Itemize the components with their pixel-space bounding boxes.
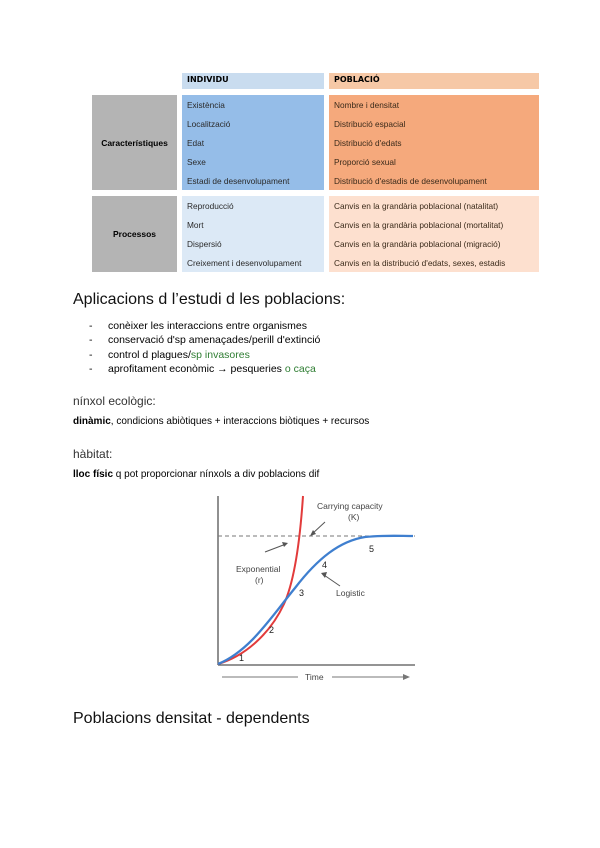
list-item: Proporció sexual bbox=[334, 157, 396, 167]
header-poblacio: POBLACIÓ bbox=[329, 73, 539, 89]
bullet-dash: - bbox=[89, 363, 93, 375]
ninxol-bold: dinàmic bbox=[73, 416, 111, 427]
bullet-text: aprofitament econòmic → pesqueries bbox=[108, 363, 285, 375]
arrow-head bbox=[282, 542, 288, 547]
bullet-highlight: sp invasores bbox=[190, 349, 250, 361]
list-item: Sexe bbox=[187, 157, 206, 167]
list-item: Creixement i desenvolupament bbox=[187, 258, 302, 268]
list-item: Dispersió bbox=[187, 239, 222, 249]
exponential-symbol: (r) bbox=[255, 575, 264, 585]
logistic-curve bbox=[218, 536, 413, 664]
list-item: Mort bbox=[187, 220, 204, 230]
list-item: Edat bbox=[187, 138, 205, 148]
bullet-dash: - bbox=[89, 320, 93, 332]
list-item: Localització bbox=[187, 119, 231, 129]
list-item bbox=[89, 363, 316, 375]
row2-poblacio-cell bbox=[329, 196, 539, 272]
list-item: Estadi de desenvolupament bbox=[187, 176, 290, 186]
row2-individu-cell bbox=[182, 196, 324, 272]
phase-label-1: 1 bbox=[239, 653, 245, 663]
exponential-label: Exponential bbox=[236, 564, 281, 574]
list-item: Canvis en la grandària poblacional (migració) bbox=[334, 239, 501, 249]
phase-label-5: 5 bbox=[369, 544, 375, 554]
carrying-capacity-symbol: (K) bbox=[348, 512, 360, 522]
habitat-rest: q pot proporcionar nínxols a div poblacions dif bbox=[113, 469, 320, 480]
header-individu: INDIVIDU bbox=[182, 73, 324, 89]
list-item: Existència bbox=[187, 100, 225, 110]
list-item bbox=[89, 320, 307, 332]
bullet-dash: - bbox=[89, 349, 93, 361]
phase-label-4: 4 bbox=[322, 560, 328, 570]
ninxol-rest: , condicions abiòtiques + interaccions biòtiques + recursos bbox=[110, 416, 370, 427]
row-label-caracteristiques: Característiques bbox=[92, 95, 177, 190]
population-growth-chart bbox=[200, 486, 425, 691]
section-title-poblacions: Poblacions densitat - dependents bbox=[73, 710, 310, 727]
habitat-title: hàbitat: bbox=[73, 447, 113, 461]
logistic-label: Logistic bbox=[336, 588, 365, 598]
row1-individu-cell bbox=[182, 95, 324, 190]
bullet-text: conservació d'sp amenaçades/perill d'extinció bbox=[108, 334, 321, 346]
x-axis-label: Time bbox=[305, 672, 324, 682]
habitat-bold: lloc físic bbox=[73, 469, 114, 480]
ninxol-title: nínxol ecològic: bbox=[73, 394, 156, 408]
phase-label-3: 3 bbox=[299, 588, 305, 598]
list-item: Distribució espacial bbox=[334, 119, 406, 129]
bullet-highlight: o caça bbox=[284, 363, 316, 375]
phase-label-2: 2 bbox=[269, 625, 275, 635]
row-label-processos: Processos bbox=[92, 196, 177, 272]
list-item: Distribució d'estadis de desenvolupament bbox=[334, 176, 487, 186]
arrow-head bbox=[403, 674, 410, 680]
list-item bbox=[89, 349, 250, 361]
bullet-dash: - bbox=[89, 334, 93, 346]
ninxol-definition bbox=[73, 416, 369, 427]
row1-poblacio-cell bbox=[329, 95, 539, 190]
list-item: Reproducció bbox=[187, 201, 234, 211]
list-item: Nombre i densitat bbox=[334, 100, 400, 110]
arrow-head bbox=[321, 572, 327, 578]
carrying-capacity-label: Carrying capacity bbox=[317, 501, 383, 511]
exponential-arrow bbox=[265, 544, 286, 552]
bullet-text: conèixer les interaccions entre organismes bbox=[108, 320, 308, 332]
habitat-definition bbox=[73, 469, 319, 480]
bullet-text: control d plagues/ bbox=[108, 349, 191, 361]
list-item: Canvis en la distribució d'edats, sexes, estadis bbox=[334, 258, 506, 268]
list-item: Distribució d'edats bbox=[334, 138, 402, 148]
list-item: Canvis en la grandària poblacional (natalitat) bbox=[334, 201, 499, 211]
logistic-arrow bbox=[324, 575, 340, 586]
list-item: Canvis en la grandària poblacional (mortalitat) bbox=[334, 220, 504, 230]
list-item bbox=[89, 334, 320, 346]
section-title-aplicacions: Aplicacions d l’estudi d les poblacions: bbox=[73, 291, 346, 308]
